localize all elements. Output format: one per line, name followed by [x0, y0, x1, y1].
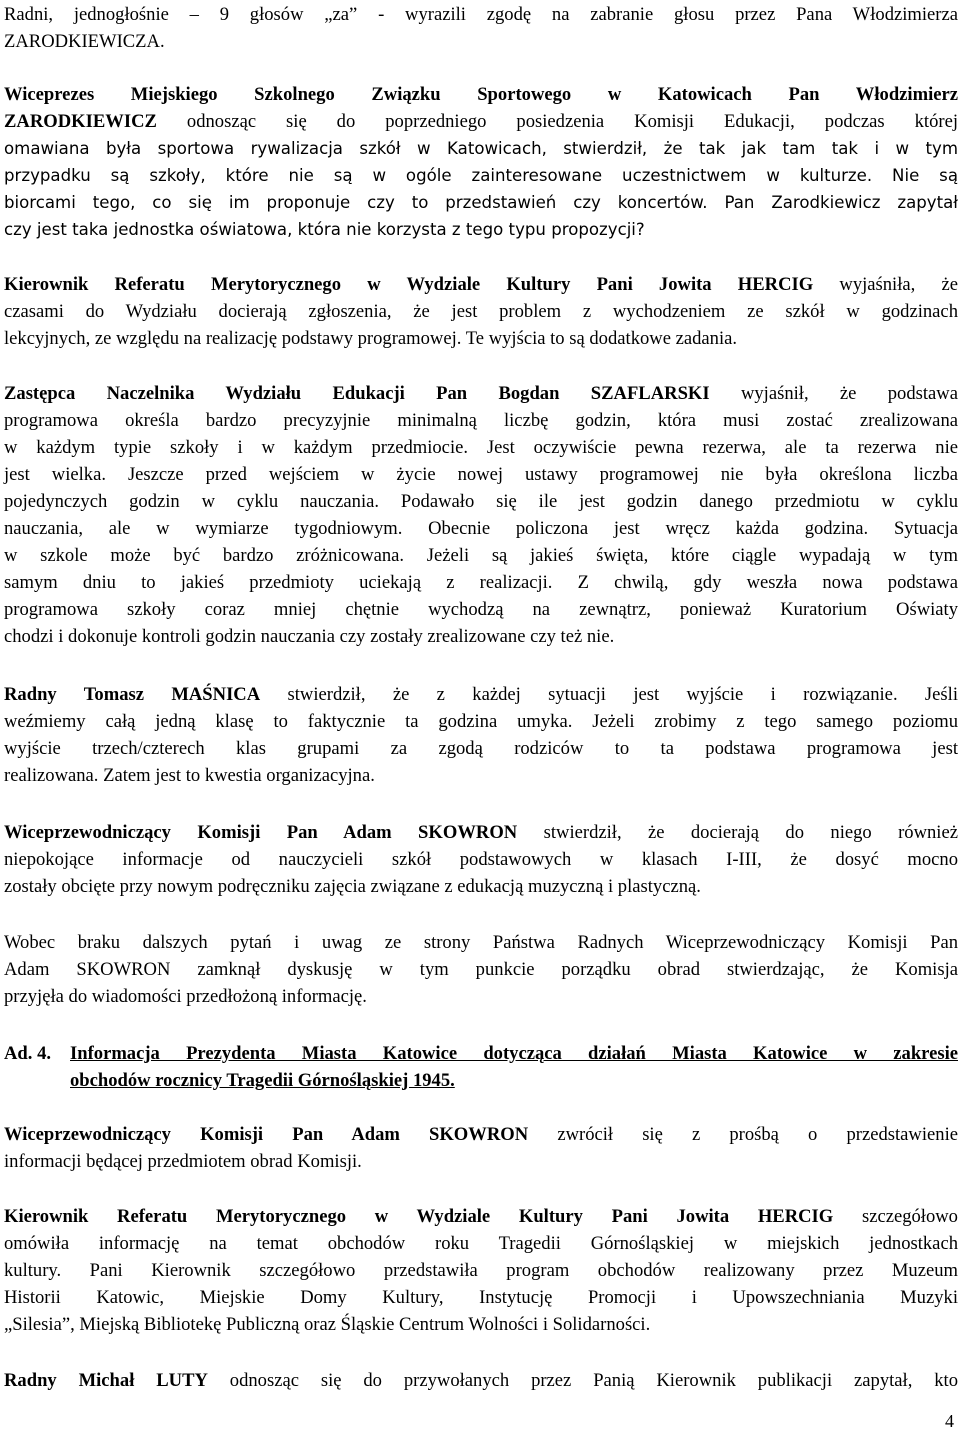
text-line: kultury. Pani Kierownik szczegółowo przedstawiła program obchodów realizowany przez Muzeum — [4, 1260, 958, 1281]
text-line: samym dniu to jakieś przedmioty uciekają z realizacji. Z chwilą, gdy weszła nowa podstawa — [4, 572, 958, 593]
speaker-name: Wiceprzewodniczący Komisji Pan Adam SKOWRON — [4, 822, 518, 843]
text-line: biorcami tego, co się im proponuje czy to przedstawień czy koncertów. Pan Zarodkiewicz zapytał — [4, 193, 958, 212]
text-line: w szkole może być bardzo zróżnicowana. Jeżeli są jakieś święta, które ciągle wypadają w tym — [4, 545, 958, 566]
paragraph-szaflarski — [4, 380, 958, 650]
speaker-name: Radny Tomasz MAŚNICA — [4, 684, 261, 705]
agenda-item-label: Ad. 4. — [4, 1043, 52, 1064]
text-line: ZARODKIEWICZA. — [4, 31, 165, 52]
paragraph-masnica — [4, 681, 958, 789]
text-line: odnosząc się do przywołanych przez Panią Kierownik publikacji zapytał, kto — [207, 1370, 958, 1391]
text-line: stwierdził, że z każdej sytuacji jest wyjście i rozwiązanie. Jeśli — [260, 684, 958, 705]
agenda-item-title: Informacja Prezydenta Miasta Katowice dotycząca działań Miasta Katowice w zakresie — [70, 1043, 958, 1064]
text-line: w każdym typie szkoły i w każdym przedmiocie. Jest oczywiście pewna rezerwa, ale ta rezerwa nie — [4, 437, 958, 458]
paragraph-skowron-2 — [4, 1121, 958, 1175]
text-line: programowa szkoły coraz mniej chętnie wychodzą na zewnątrz, ponieważ Kuratorium Oświaty — [4, 599, 958, 620]
text-line: omawiana była sportowa rywalizacja szkół w Katowicach, stwierdził, że tak jak tam tak i w tym — [4, 139, 958, 158]
text-line: Adam SKOWRON zamknął dyskusję w tym punkcie porządku obrad stwierdzając, że Komisja — [4, 959, 958, 980]
text-line: przyjęła do wiadomości przedłożoną informację. — [4, 986, 367, 1007]
text-line: czasami do Wydziału docierają zgłoszenia, że jest problem z wychodzeniem ze szkół w godzinach — [4, 301, 958, 322]
speaker-name: Kierownik Referatu Merytorycznego w Wydziale Kultury Pani Jowita HERCIG — [4, 274, 814, 295]
text-line: Historii Katowic, Miejskie Domy Kultury, Instytucję Promocji i Upowszechniania Muzyki — [4, 1287, 958, 1308]
speaker-name: Wiceprezes Miejskiego Szkolnego Związku Sportowego w Katowicach Pan Włodzimierz — [4, 84, 958, 105]
text-line: odnosząc się do poprzedniego posiedzenia Komisji Edukacji, podczas której — [156, 111, 958, 132]
agenda-item-heading — [4, 1040, 958, 1094]
text-line: niepokojące informacje od nauczycieli szkół podstawowych w klasach I-III, że dosyć mocno — [4, 849, 958, 870]
text-line: jest wielka. Jeszcze przed wejściem w życie nowej ustawy programowej nie była określona liczba — [4, 464, 958, 485]
text-line: wyjście trzech/czterech klas grupami za zgodą rodziców to ta podstawa programowa jest — [4, 738, 958, 759]
text-line: „Silesia”, Miejską Bibliotekę Publiczną oraz Śląskie Centrum Wolności i Solidarności. — [4, 1314, 651, 1335]
paragraph-zarodkiewicz — [4, 81, 958, 243]
text-line: informacji będącej przedmiotem obrad Komisji. — [4, 1151, 362, 1172]
speaker-name: ZARODKIEWICZ — [4, 111, 157, 132]
speaker-name: Radny Michał LUTY — [4, 1370, 208, 1391]
text-line: szczegółowo — [833, 1206, 958, 1227]
text-line: omówiła informację na temat obchodów roku Tragedii Górnośląskiej w miejskich jednostkach — [4, 1233, 958, 1254]
text-line: chodzi i dokonuje kontroli godzin nauczania czy zostały zrealizowane czy też nie. — [4, 626, 615, 647]
paragraph-luty — [4, 1367, 958, 1394]
text-line: czy jest taka jednostka oświatowa, która nie korzysta z tego typu propozycji? — [4, 220, 645, 239]
speaker-name: Wiceprzewodniczący Komisji Pan Adam SKOWRON — [4, 1124, 529, 1145]
speaker-name: Zastępca Naczelnika Wydziału Edukacji Pan Bogdan SZAFLARSKI — [4, 383, 710, 404]
text-line: programowa określa bardzo precyzyjnie minimalną liczbę godzin, która musi zostać zrealizowana — [4, 410, 958, 431]
agenda-item-title: obchodów rocznicy Tragedii Górnośląskiej 1945. — [70, 1070, 455, 1091]
paragraph-vote — [4, 1, 958, 55]
text-line: Radni, jednogłośnie – 9 głosów „za” - wyrazili zgodę na zabranie głosu przez Pana Włodzimierza — [4, 4, 958, 25]
paragraph-closing — [4, 929, 958, 1010]
paragraph-hercig-1 — [4, 271, 958, 352]
paragraph-hercig-2 — [4, 1203, 958, 1338]
text-line: wyjaśnił, że podstawa — [709, 383, 958, 404]
text-line: weźmiemy całą jedną klasę to faktycznie ta godzina umyka. Jeżeli zrobimy z tego samego poziomu — [4, 711, 958, 732]
paragraph-skowron-1 — [4, 819, 958, 900]
text-line: zwrócił się z prośbą o przedstawienie — [528, 1124, 958, 1145]
text-line: przypadku są szkoły, które nie są w ogóle zainteresowane uczestnictwem w kulturze. Nie są — [4, 166, 958, 185]
text-line: stwierdził, że docierają do niego również — [517, 822, 958, 843]
text-line: pojedynczych godzin w cyklu nauczania. Podawało się ile jest godzin danego przedmiotu w cyklu — [4, 491, 958, 512]
text-line: nauczania, ale w wymiarze tygodniowym. Obecnie policzona jest wręcz każda godzina. Sytuacja — [4, 518, 958, 539]
text-line: lekcyjnych, ze względu na realizację podstawy programowej. Te wyjścia to są dodatkowe zadania. — [4, 328, 738, 349]
text-line: wyjaśniła, że — [813, 274, 958, 295]
text-line: Wobec braku dalszych pytań i uwag ze strony Państwa Radnych Wiceprzewodniczący Komisji Pan — [4, 932, 958, 953]
text-line: realizowana. Zatem jest to kwestia organizacyjna. — [4, 765, 375, 786]
text-line: zostały obcięte przy nowym podręczniku zajęcia związane z edukacją muzyczną i plastyczną. — [4, 876, 701, 897]
page-number: 4 — [945, 1411, 954, 1431]
speaker-name: Kierownik Referatu Merytorycznego w Wydziale Kultury Pani Jowita HERCIG — [4, 1206, 834, 1227]
